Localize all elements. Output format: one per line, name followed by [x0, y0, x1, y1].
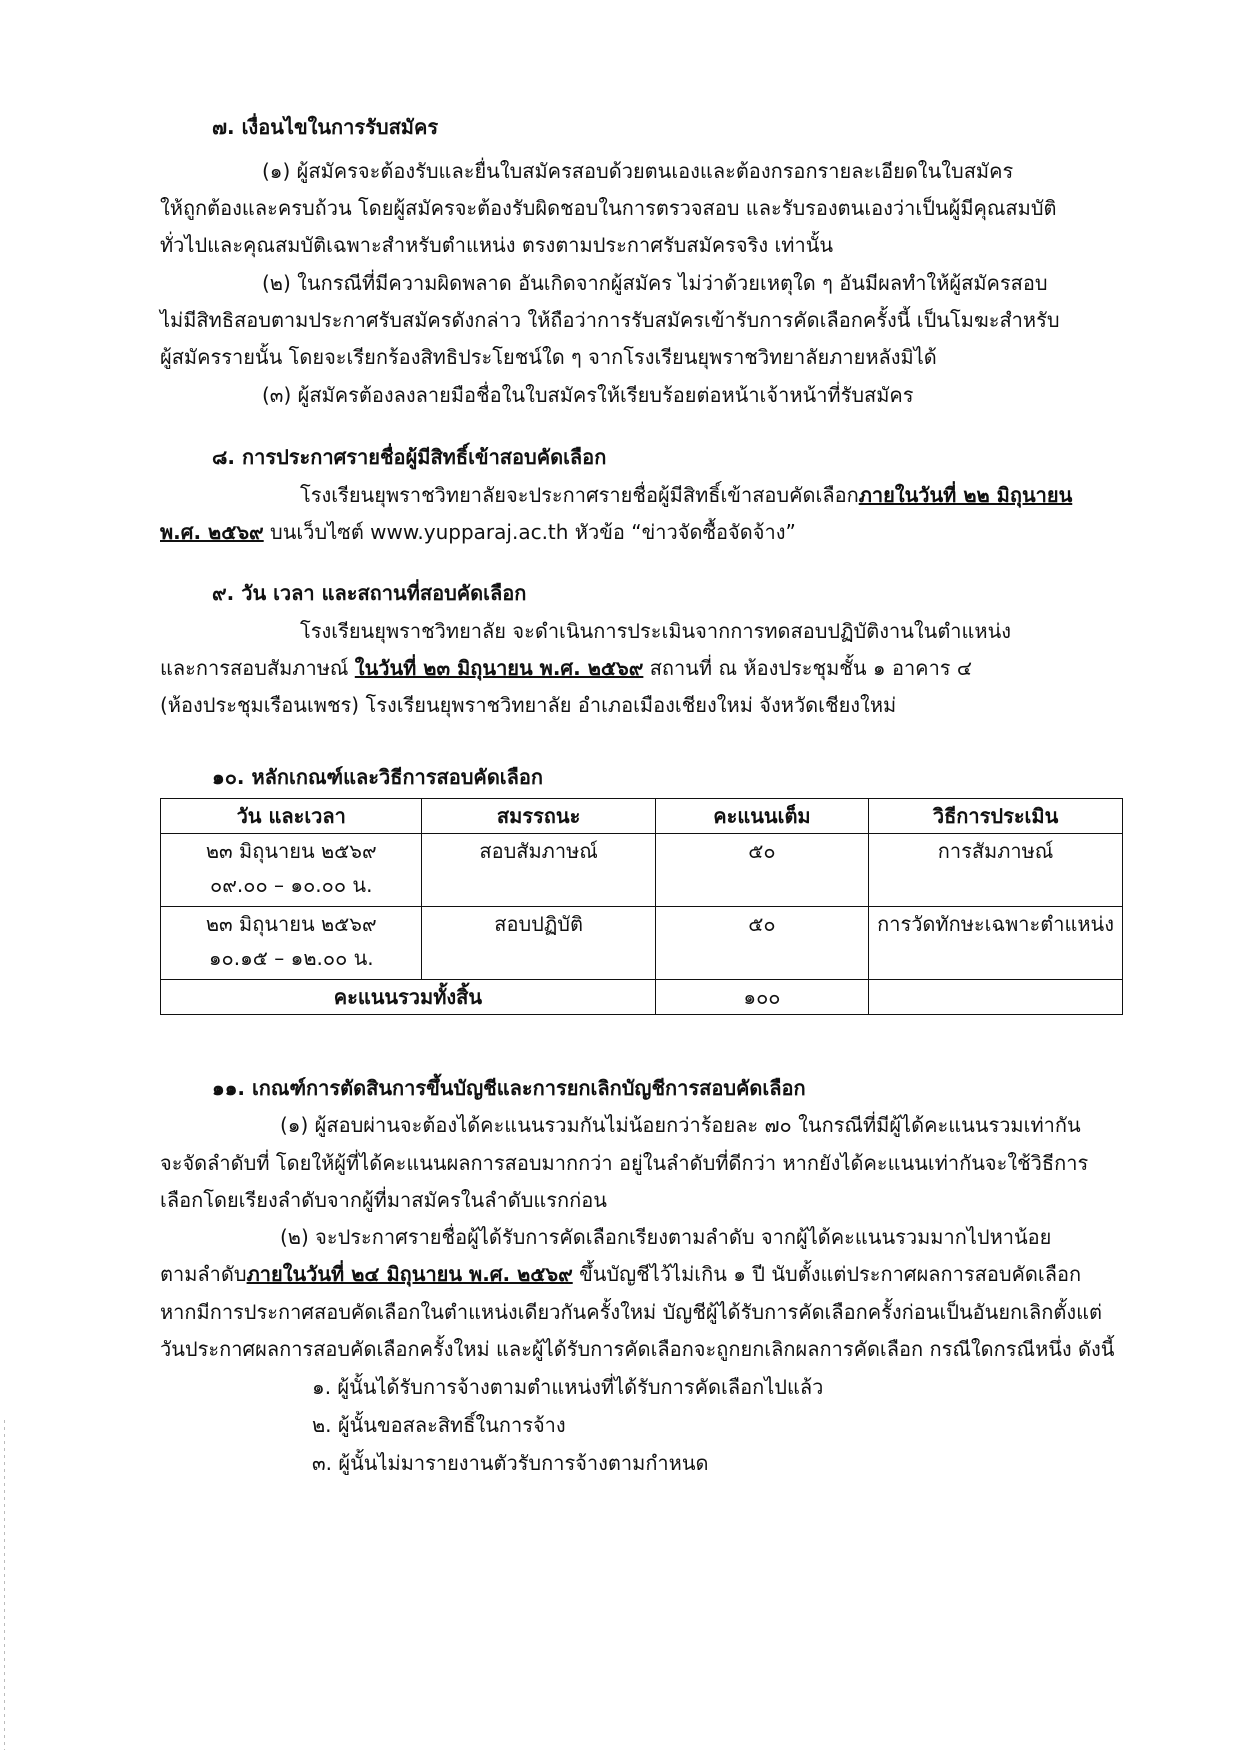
section-7-para-3-line-1: (๓) ผู้สมัครต้องลงลายมือชื่อในใบสมัครให้เรียบร้อยต่อหน้าเจ้าหน้าที่รับสมัคร	[262, 383, 914, 407]
criteria-table	[160, 798, 1123, 1015]
column-header-method: วิธีการประเมิน	[869, 799, 1123, 834]
column-header-full-score: คะแนนเต็ม	[655, 799, 868, 834]
section-9-line-1: โรงเรียนยุพราชวิทยาลัย จะดำเนินการประเมินจากการทดสอบปฏิบัติงานในตำแหน่ง	[300, 619, 1012, 643]
section-11-para-2-line-2	[160, 1259, 1081, 1289]
total-value-cell: ๑๐๐	[655, 980, 868, 1015]
table-row	[161, 834, 1123, 907]
section-11-para-2-line-3: หากมีการประกาศสอบคัดเลือกในตำแหน่งเดียวกันครั้งใหม่ บัญชีผู้ได้รับการคัดเลือกครั้งก่อนเป็นอันยกเลิกตั้งแต่	[160, 1300, 1103, 1324]
section-8-line-2	[160, 517, 796, 547]
exam-date-highlight: ในวันที่ ๒๓ มิถุนายน พ.ศ. ๒๕๖๙	[354, 656, 644, 680]
method-cell: การสัมภาษณ์	[869, 834, 1123, 907]
section-11-para-1-line-2: จะจัดลำดับที่ โดยให้ผู้ที่ได้คะแนนผลการสอบมากกว่า อยู่ในลำดับที่ดีกว่า หากยังได้คะแนนเท่ากันจะใช้วิธีการ	[160, 1151, 1089, 1175]
cancellation-item-2: ๒. ผู้นั้นขอสละสิทธิ์ในการจ้าง	[312, 1413, 566, 1437]
datetime-cell	[161, 834, 422, 907]
section-11-para-1-line-1: (๑) ผู้สอบผ่านจะต้องได้คะแนนรวมกันไม่น้อยกว่าร้อยละ ๗๐ ในกรณีที่มีผู้ได้คะแนนรวมเท่ากัน	[280, 1113, 1081, 1137]
total-label-cell: คะแนนรวมทั้งสิ้น	[161, 980, 656, 1015]
column-header-datetime: วัน และเวลา	[161, 799, 422, 834]
cancellation-item-1: ๑. ผู้นั้นได้รับการจ้างตามตำแหน่งที่ได้รับการคัดเลือกไปแล้ว	[312, 1375, 824, 1399]
section-7-para-1-line-1: (๑) ผู้สมัครจะต้องรับและยื่นใบสมัครสอบด้วยตนเองและต้องกรอกรายละเอียดในใบสมัคร	[262, 159, 1014, 183]
list-date-highlight: ภายในวันที่ ๒๔ มิถุนายน พ.ศ. ๒๕๖๙	[246, 1262, 573, 1286]
method-cell: การวัดทักษะเฉพาะตำแหน่ง	[869, 907, 1123, 980]
announce-date-highlight: ภายในวันที่ ๒๒ มิถุนายน	[858, 483, 1073, 507]
section-11-para-1-line-3: เลือกโดยเรียงลำดับจากผู้ที่มาสมัครในลำดับแรกก่อน	[160, 1188, 607, 1212]
section-7-para-2-line-1: (๒) ในกรณีที่มีความผิดพลาด อันเกิดจากผู้สมัคร ไม่ว่าด้วยเหตุใด ๆ อันมีผลทำให้ผู้สมัครสอบ	[262, 271, 1048, 295]
date-text: ๒๓ มิถุนายน ๒๕๖๙	[205, 912, 377, 936]
date-text: ๒๓ มิถุนายน ๒๕๖๙	[205, 839, 377, 863]
section-9-line-2-location: สถานที่ ณ ห้องประชุมชั้น ๑ อาคาร ๔	[643, 656, 973, 680]
section-7-para-2-line-3: ผู้สมัครรายนั้น โดยจะเรียกร้องสิทธิประโยชน์ใด ๆ จากโรงเรียนยุพราชวิทยาลัยภายหลังมิได้	[160, 345, 937, 369]
section-11-para-2-line-2-post: ขึ้นบัญชีไว้ไม่เกิน ๑ ปี นับตั้งแต่ประกาศผลการสอบคัดเลือก	[572, 1262, 1082, 1286]
table-header-row	[161, 799, 1123, 834]
section-11-heading: ๑๑. เกณฑ์การตัดสินการขึ้นบัญชีและการยกเลิกบัญชีการสอบคัดเลือก	[212, 1076, 806, 1100]
empty-cell	[869, 980, 1123, 1015]
competency-cell: สอบสัมภาษณ์	[422, 834, 655, 907]
section-7-para-1-line-3: ทั่วไปและคุณสมบัติเฉพาะสำหรับตำแหน่ง ตรงตามประกาศรับสมัครจริง เท่านั้น	[160, 233, 834, 257]
time-text: ๐๙.๐๐ – ๑๐.๐๐ น.	[210, 873, 373, 897]
section-8-heading: ๘. การประกาศรายชื่อผู้มีสิทธิ์เข้าสอบคัดเลือก	[212, 445, 607, 469]
score-cell: ๕๐	[655, 834, 868, 907]
table-total-row	[161, 980, 1123, 1015]
section-7-heading: ๗. เงื่อนไขในการรับสมัคร	[212, 115, 439, 139]
section-9-line-3: (ห้องประชุมเรือนเพชร) โรงเรียนยุพราชวิทยาลัย อำเภอเมืองเชียงใหม่ จังหวัดเชียงใหม่	[160, 693, 897, 717]
score-cell: ๕๐	[655, 907, 868, 980]
section-9-line-2-text: และการสอบสัมภาษณ์	[160, 656, 355, 680]
cancellation-item-3: ๓. ผู้นั้นไม่มารายงานตัวรับการจ้างตามกำหนด	[312, 1451, 709, 1475]
section-9-line-2	[160, 653, 972, 683]
datetime-cell	[161, 907, 422, 980]
announce-year-highlight: พ.ศ. ๒๕๖๙	[160, 520, 264, 544]
section-7-para-2-line-2: ไม่มีสิทธิสอบตามประกาศรับสมัครดังกล่าว ให้ถือว่าการรับสมัครเข้ารับการคัดเลือกครั้งนี้ เป็นโมฆะสำหรับ	[160, 308, 1060, 332]
section-11-para-2-line-4: วันประกาศผลการสอบคัดเลือกครั้งใหม่ และผู้ได้รับการคัดเลือกจะถูกยกเลิกผลการคัดเลือก กรณีใดกรณีหนึ่ง ดังนี้	[160, 1337, 1115, 1361]
section-10-heading: ๑๐. หลักเกณฑ์และวิธีการสอบคัดเลือก	[212, 765, 544, 789]
table-row	[161, 907, 1123, 980]
column-header-competency: สมรรถนะ	[422, 799, 655, 834]
section-9-heading: ๙. วัน เวลา และสถานที่สอบคัดเลือก	[212, 581, 527, 605]
section-7-para-1-line-2: ให้ถูกต้องและครบถ้วน โดยผู้สมัครจะต้องรับผิดชอบในการตรวจสอบ และรับรองตนเองว่าเป็นผู้มีคุณสมบัติ	[160, 196, 1057, 220]
competency-cell: สอบปฏิบัติ	[422, 907, 655, 980]
section-11-para-2-line-1: (๒) จะประกาศรายชื่อผู้ได้รับการคัดเลือกเรียงตามลำดับ จากผู้ได้คะแนนรวมมากไปหาน้อย	[280, 1225, 1052, 1249]
scan-edge-artifact	[4, 1420, 5, 1750]
section-8-line-1-text: โรงเรียนยุพราชวิทยาลัยจะประกาศรายชื่อผู้มีสิทธิ์เข้าสอบคัดเลือก	[300, 483, 859, 507]
section-8-line-1	[300, 480, 1072, 510]
section-8-line-2-text: บนเว็บไซต์ www.yupparaj.ac.th หัวข้อ “ข่าวจัดซื้อจัดจ้าง”	[263, 520, 796, 544]
section-11-para-2-line-2-text: ตามลำดับ	[160, 1262, 247, 1286]
time-text: ๑๐.๑๕ – ๑๒.๐๐ น.	[208, 946, 374, 970]
